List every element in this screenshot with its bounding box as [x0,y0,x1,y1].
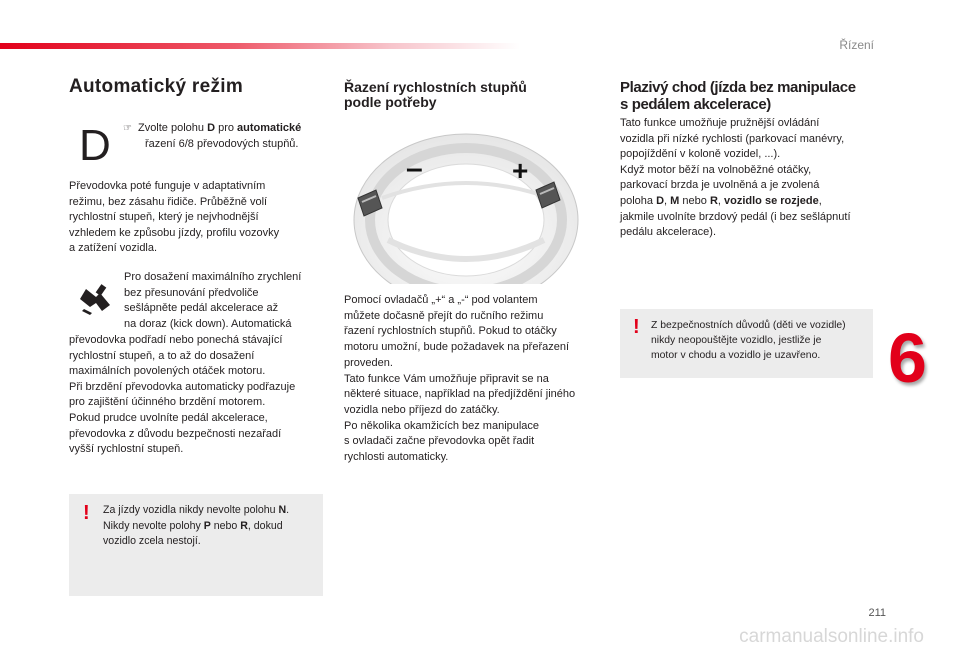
plus-paddle-label: + [512,155,529,186]
kickdown-paragraph-continued: převodovka podřadí nebo ponechá stávající rychlostní stupeň, a to až do dosažení maximálních povolených otáček motoru. Při brzdění převodovka automaticky podřazuje pro zajištění účinného brzdění motorem. Pokud prudce uvolníte pedál akcelerace, převodovka z důvodu bezpečnosti nezařadí vyšší rychlostní stupeň. [69,334,296,456]
warning-text-children: Z bezpečnostních důvodů (děti ve vozidle) nikdy neopouštějte vozidlo, jestliže je motor v chodu a vozidlo je uzavřeno. [651,320,846,361]
bullet-icon: ☞ [123,123,132,134]
creep-mode-paragraph: Tato funkce umožňuje pružnější ovládání vozidla při nízké rychlosti (parkovací manévry, popojíždění v koloně vozidel, ...). Když motor běží na volnoběžné otáčky, parkovací brzda je uvolněná a je zvolená poloha D, M nebo R, vozidlo se rozjede, jakmile uvolníte brzdový pedál (i bez sešlápnutí pedálu akcelerace). [620,117,851,239]
steering-wheel-paddles-illustration [342,128,590,284]
watermark-text: carmanualsonline.info [739,626,924,647]
warning-icon: ! [83,502,90,524]
select-d-instruction: ☞ Zvolte polohu D pro automatické řazení 6/8 převodových stupňů. [123,122,302,150]
chapter-number-badge: 6 [888,319,927,397]
header-accent-bar [0,43,520,49]
gear-position-d-symbol: D [79,121,111,170]
warning-icon: ! [633,316,640,338]
section-title-automatic-mode: Automatický režim [69,76,244,97]
adaptive-mode-paragraph: Převodovka poté funguje v adaptativním režimu, bez zásahu řidiče. Průběžně volí rychlostní stupeň, který je nejvhodnější vzhledem ke způsobu jízdy, profilu vozovky a zatížení vozidla. [69,180,280,255]
manual-shifting-paragraph: Pomocí ovladačů „+“ a „-“ pod volantem můžete dočasně přejít do ručního režimu řazení rychlostních stupňů. Pokud to otáčky motoru umožní, bude požadavek na přeřazení proveden. Tato funkce Vám umožňuje připravit se na některé situace, například na předjíždění jiného vozidla nebo příjezd do zatáčky. Po několika okamžicích bez manipulace s ovladači začne převodovka opět řadit rychlosti automaticky. [344,294,576,464]
minus-paddle-label: – [406,152,423,185]
warning-text-neutral: Za jízdy vozidla nikdy nevolte polohu N. Nikdy nevolte polohy P nebo R, dokud vozidlo zcela nestojí. [103,504,290,548]
section-title-creep-mode: Plazivý chod (jízda bez manipulace s pedálem akcelerace) [620,79,856,113]
kickdown-paragraph-indented: Pro dosažení maximálního zrychlení bez přesunování předvoliče sešlápněte pedál akcelerace až na doraz (kick down). Automatická [124,271,302,330]
page-number: 211 [868,607,886,619]
section-title-manual-shifting: Řazení rychlostních stupňů podle potřeby [344,79,527,110]
pedal-kickdown-icon [76,281,114,317]
chapter-header-title: Řízení [839,38,874,52]
